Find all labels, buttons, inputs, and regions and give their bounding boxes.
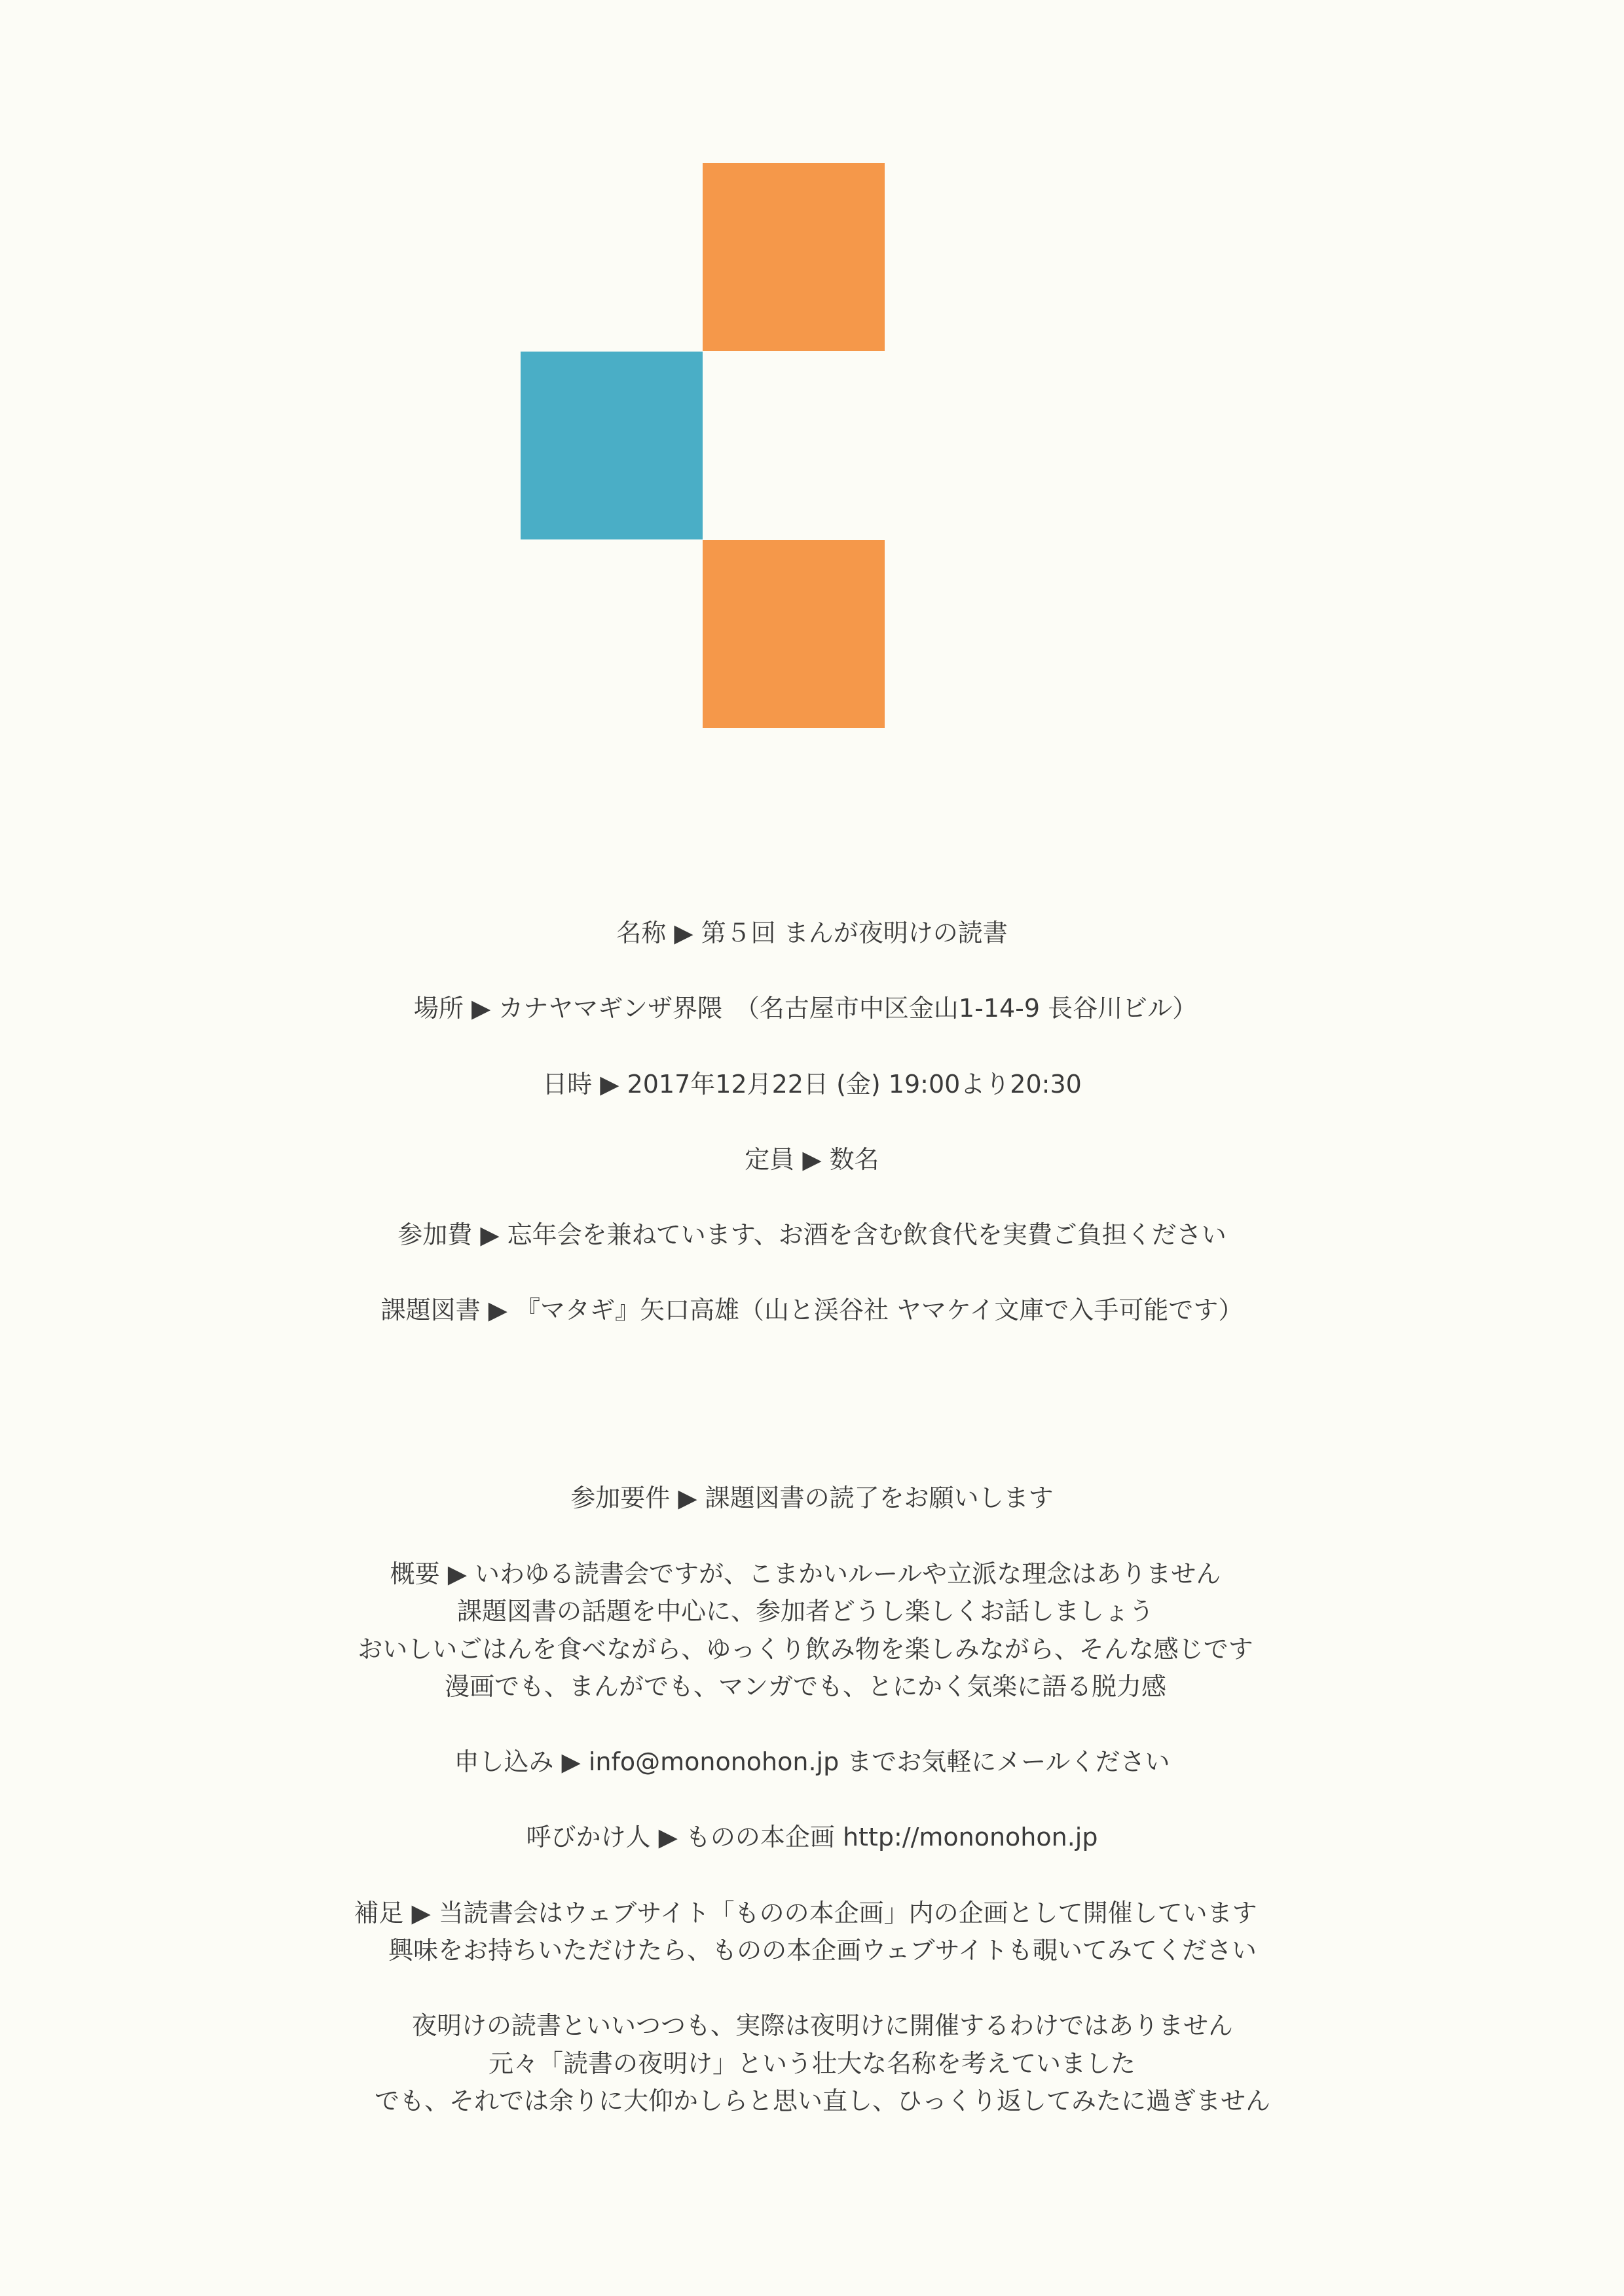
- logo-square-middle: [521, 352, 703, 539]
- notes-line-4: 元々「読書の夜明け」という壮大な名称を考えていました: [488, 2049, 1135, 2078]
- overview-line-2: 課題図書の話題を中心に、参加者どうし楽しくお話しましょう: [456, 1597, 1154, 1626]
- event-apply: 申し込み ▶ info@mononohon.jp までお気軽にメールください: [454, 1747, 1170, 1776]
- event-requirement: 参加要件 ▶ 課題図書の読了をお願いします: [570, 1484, 1054, 1512]
- event-name: 名称 ▶ 第５回 まんが夜明けの読書: [616, 919, 1008, 947]
- notes-line-3: 夜明けの読書といいつつも、実際は夜明けに開催するわけではありません: [411, 2011, 1233, 2040]
- logo-square-bottom: [703, 540, 885, 728]
- overview-line-4: 漫画でも、まんがでも、マンガでも、とにかく気楽に語る脱力感: [444, 1672, 1166, 1701]
- event-fee: 参加費 ▶ 忘年会を兼ねています、お酒を含む飲食代を実費ご負担ください: [397, 1220, 1227, 1249]
- overview-line-3: おいしいごはんを食べながら、ゆっくり飲み物を楽しみながら、そんな感じです: [358, 1635, 1253, 1664]
- notes-line-1: 補足 ▶ 当読書会はウェブサイト「ものの本企画」内の企画として開催しています: [354, 1899, 1257, 1927]
- notes-line-2: 興味をお持ちいただけたら、ものの本企画ウェブサイトも覗いてみてください: [388, 1936, 1257, 1965]
- event-place: 場所 ▶ カナヤマギンザ界隈 （名古屋市中区金山1-14-9 長谷川ビル）: [413, 994, 1198, 1023]
- event-capacity: 定員 ▶ 数名: [745, 1145, 879, 1174]
- event-datetime: 日時 ▶ 2017年12月22日 (金) 19:00より20:30: [542, 1070, 1082, 1099]
- notes-line-5: でも、それでは余りに大仰かしらと思い直し、ひっくり返してみたに過ぎません: [374, 2086, 1270, 2115]
- event-book: 課題図書 ▶ 『マタギ』矢口高雄（山と渓谷社 ヤマケイ文庫で入手可能です）: [380, 1296, 1244, 1324]
- event-organizer: 呼びかけ人 ▶ ものの本企画 http://mononohon.jp: [526, 1823, 1098, 1851]
- logo-square-top: [703, 163, 885, 351]
- overview-line-1: 概要 ▶ いわゆる読書会ですが、こまかいルールや立派な理念はありません: [390, 1559, 1221, 1588]
